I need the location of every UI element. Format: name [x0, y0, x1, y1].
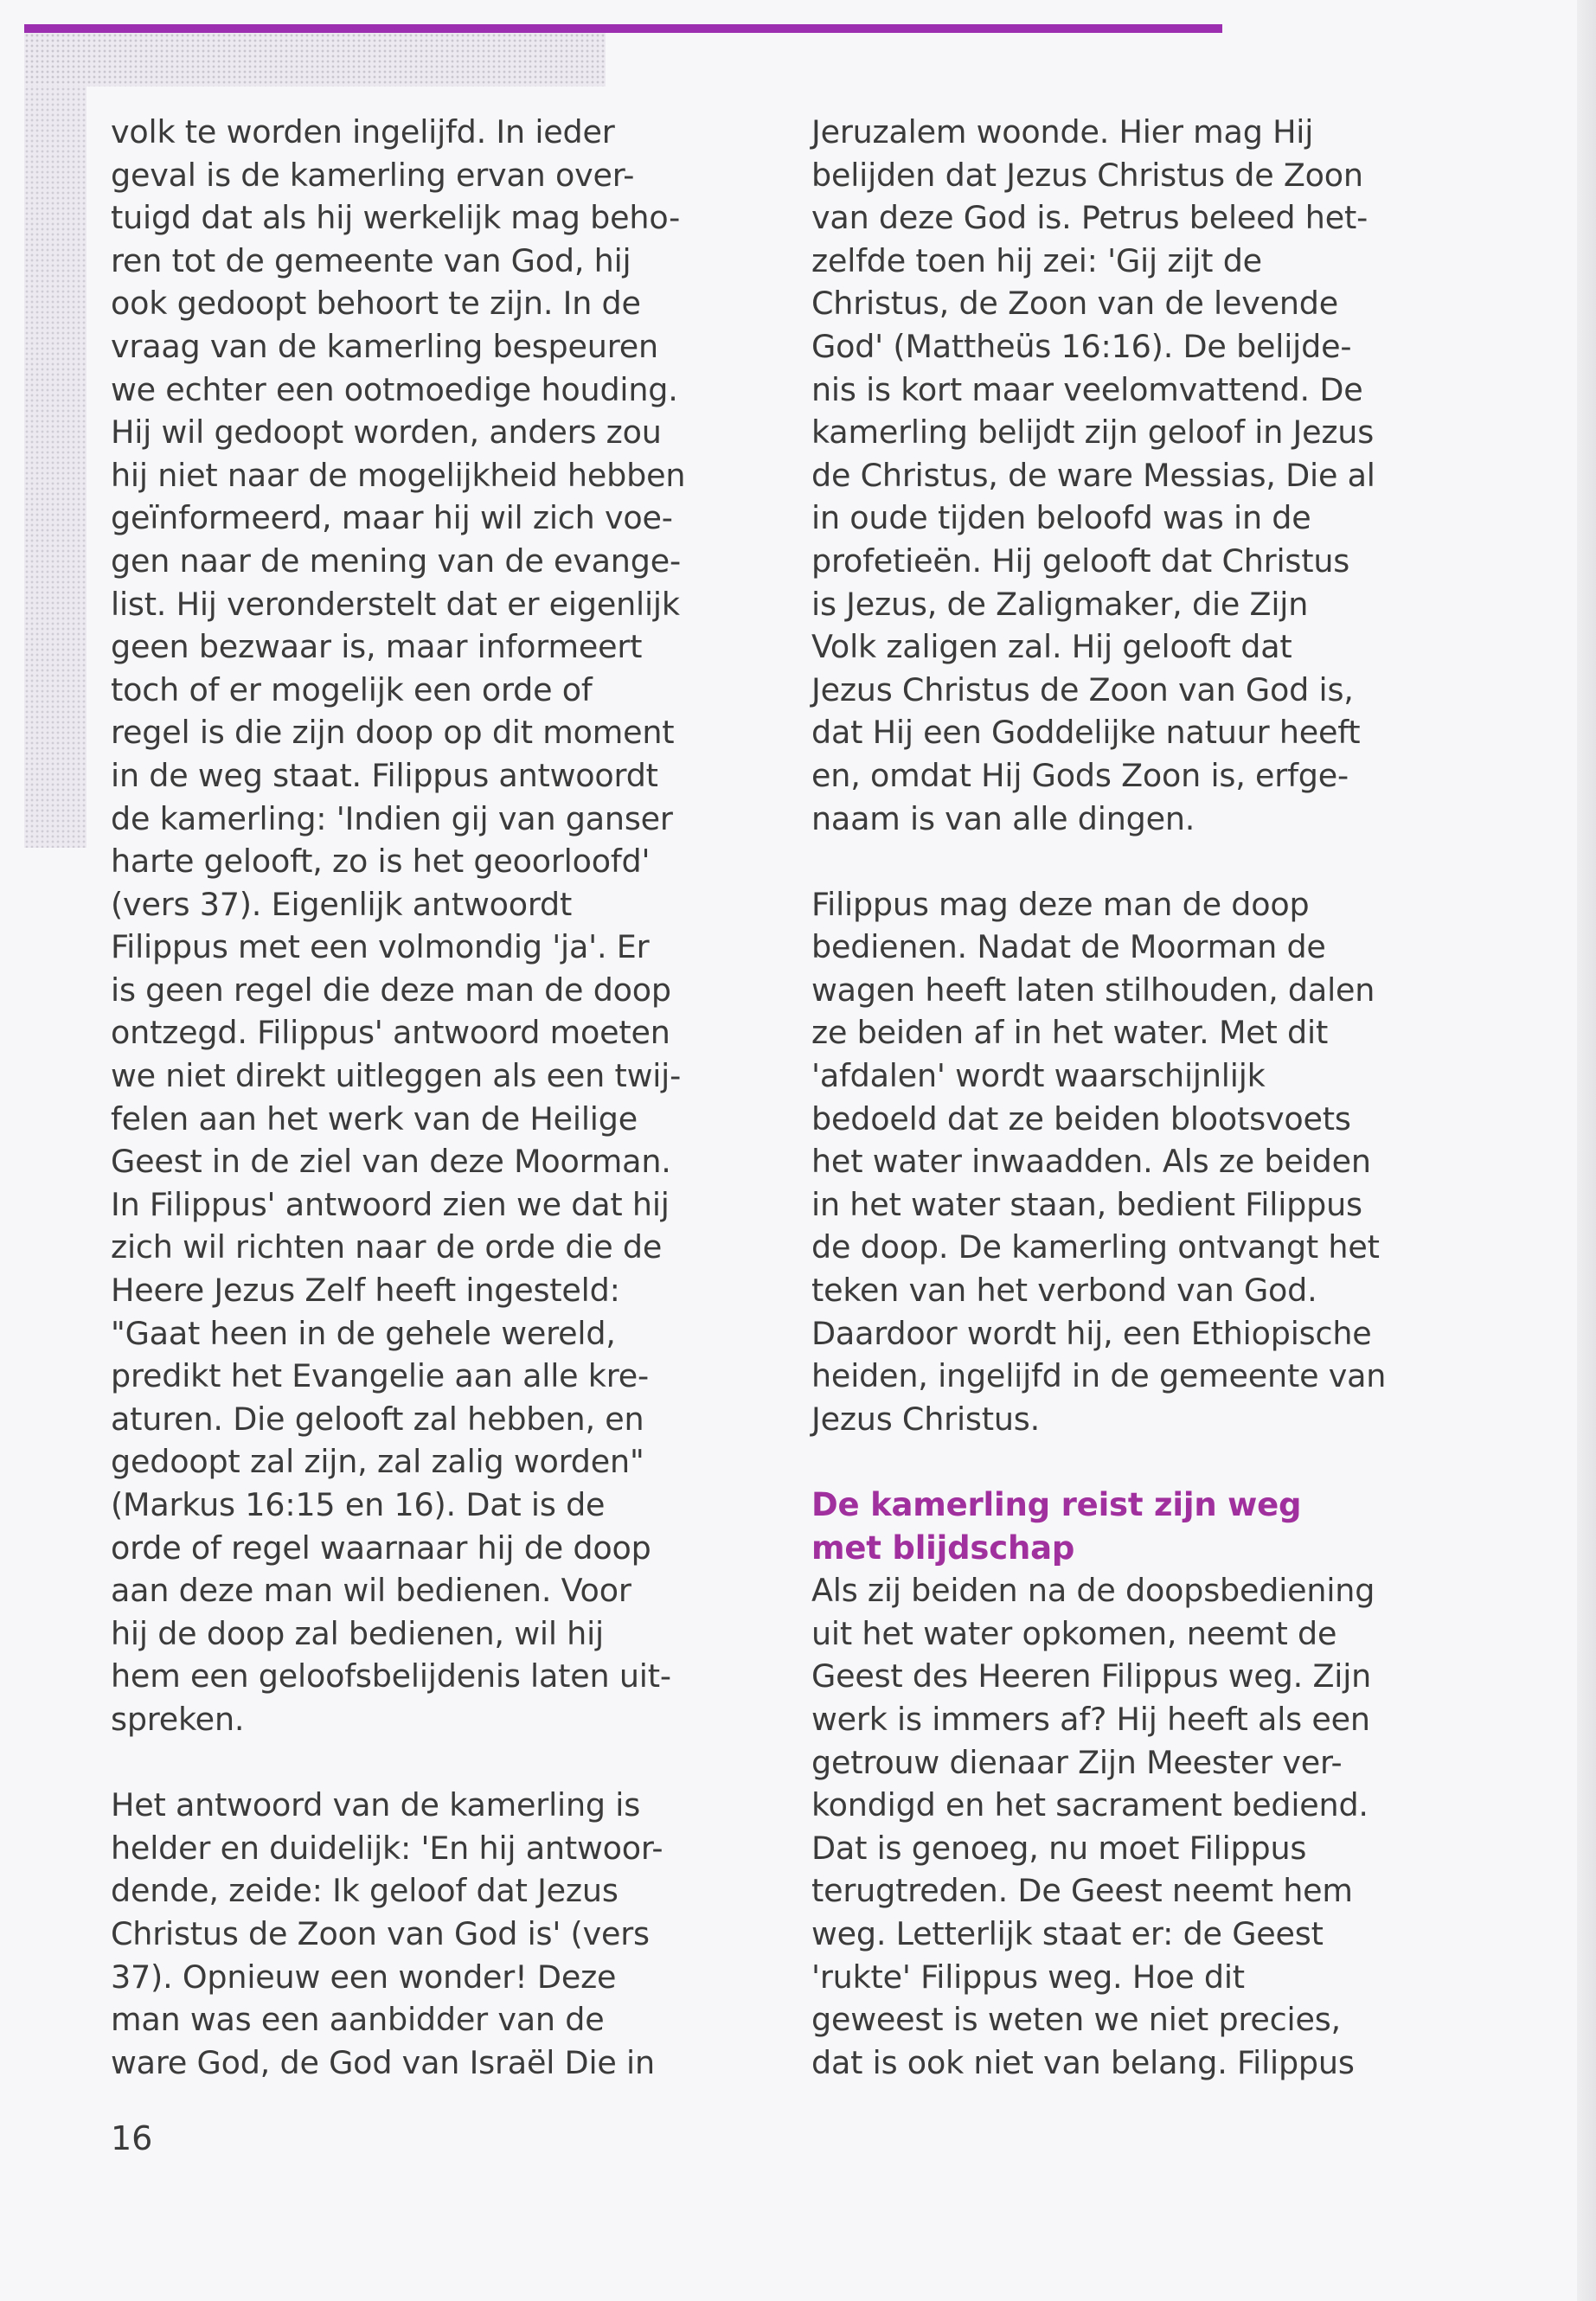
- left-paragraph-2: [111, 1784, 734, 2084]
- text-line: is Jezus, de Zaligmaker, die Zijn: [811, 585, 1309, 623]
- text-line: weg. Letterlijk staat er: de Geest: [811, 1914, 1324, 1952]
- left-column: [111, 111, 734, 2084]
- text-line: dat is ook niet van belang. Filippus: [811, 2043, 1355, 2081]
- text-line: helder en duidelijk: 'En hij antwoor-: [111, 1829, 663, 1867]
- text-line: profetieën. Hij gelooft dat Christus: [811, 542, 1350, 580]
- section-heading: [811, 1484, 1434, 1569]
- text-line: volk te worden ingelijfd. In ieder: [111, 113, 615, 151]
- text-line: hem een geloofsbelijdenis laten uit-: [111, 1657, 671, 1695]
- paragraph-gap: [811, 1440, 1434, 1484]
- text-line: heiden, ingelijfd in de gemeente van: [811, 1357, 1387, 1395]
- text-line: Het antwoord van de kamerling is: [111, 1786, 641, 1824]
- text-line: Filippus met een volmondig 'ja'. Er: [111, 928, 650, 966]
- text-line: ze beiden af in het water. Met dit: [811, 1014, 1329, 1052]
- text-line: getrouw dienaar Zijn Meester ver-: [811, 1743, 1343, 1781]
- text-line: (vers 37). Eigenlijk antwoordt: [111, 885, 573, 923]
- page-number: 16: [111, 2119, 153, 2157]
- text-line: Heere Jezus Zelf heeft ingesteld:: [111, 1272, 620, 1310]
- text-line: terugtreden. De Geest neemt hem: [811, 1872, 1353, 1910]
- text-line: de doop. De kamerling ontvangt het: [811, 1228, 1380, 1266]
- text-line: in oude tijden beloofd was in de: [811, 499, 1311, 537]
- text-line: aturen. Die gelooft zal hebben, en: [111, 1400, 644, 1438]
- text-line: 37). Opnieuw een wonder! Deze: [111, 1958, 617, 1996]
- halftone-side-band: [24, 87, 87, 848]
- heading-line: De kamerling reist zijn weg: [811, 1486, 1302, 1523]
- text-line: man was een aanbidder van de: [111, 2001, 605, 2039]
- text-line: felen aan het werk van de Heilige: [111, 1099, 638, 1138]
- text-line: regel is die zijn doop op dit moment: [111, 714, 675, 752]
- text-line: Jeruzalem woonde. Hier mag Hij: [811, 113, 1314, 151]
- text-line: naam is van alle dingen.: [811, 799, 1195, 837]
- text-line: Geest des Heeren Filippus weg. Zijn: [811, 1657, 1372, 1695]
- text-line: Geest in de ziel van deze Moorman.: [111, 1143, 671, 1181]
- text-line: in de weg staat. Filippus antwoordt: [111, 756, 658, 794]
- text-line: in het water staan, bedient Filippus: [811, 1185, 1362, 1223]
- right-paragraph-1: [811, 111, 1434, 840]
- text-line: wagen heeft laten stilhouden, dalen: [811, 971, 1375, 1009]
- text-line: bedienen. Nadat de Moorman de: [811, 928, 1326, 966]
- text-line: geen bezwaar is, maar informeert: [111, 628, 643, 666]
- text-line: Hij wil gedoopt worden, anders zou: [111, 413, 662, 452]
- paragraph-gap: [811, 840, 1434, 883]
- text-line: het water inwaadden. Als ze beiden: [811, 1143, 1371, 1181]
- text-line: ontzegd. Filippus' antwoord moeten: [111, 1014, 670, 1052]
- text-line: Volk zaligen zal. Hij gelooft dat: [811, 628, 1292, 666]
- text-line: hij niet naar de mogelijkheid hebben: [111, 456, 686, 494]
- right-paragraph-2: [811, 883, 1434, 1441]
- text-line: is geen regel die deze man de doop: [111, 971, 671, 1009]
- text-line: 'rukte' Filippus weg. Hoe dit: [811, 1958, 1245, 1996]
- text-line: we niet direkt uitleggen als een twij-: [111, 1057, 682, 1095]
- text-line: Jezus Christus de Zoon van God is,: [811, 670, 1354, 708]
- halftone-header-band: [24, 33, 606, 87]
- text-line: harte gelooft, zo is het geoorloofd': [111, 843, 651, 881]
- text-line: dende, zeide: Ik geloof dat Jezus: [111, 1872, 619, 1910]
- text-line: Filippus mag deze man de doop: [811, 885, 1310, 923]
- text-line: kamerling belijdt zijn geloof in Jezus: [811, 413, 1375, 452]
- text-line: we echter een ootmoedige houding.: [111, 370, 678, 408]
- text-line: gedoopt zal zijn, zal zalig worden": [111, 1443, 644, 1481]
- text-line: bedoeld dat ze beiden blootsvoets: [811, 1099, 1351, 1138]
- page-edge: [1577, 0, 1596, 2301]
- text-line: kondigd en het sacrament bediend.: [811, 1786, 1368, 1824]
- text-line: geval is de kamerling ervan over-: [111, 156, 635, 194]
- text-line: list. Hij veronderstelt dat er eigenlijk: [111, 585, 680, 623]
- paragraph-gap: [111, 1741, 734, 1785]
- text-line: de kamerling: 'Indien gij van ganser: [111, 799, 673, 837]
- text-line: toch of er mogelijk een orde of: [111, 670, 593, 708]
- text-line: Christus, de Zoon van de levende: [811, 285, 1339, 323]
- text-line: dat Hij een Goddelijke natuur heeft: [811, 714, 1361, 752]
- text-line: zich wil richten naar de orde die de: [111, 1228, 663, 1266]
- text-line: God' (Mattheüs 16:16). De belijde-: [811, 327, 1352, 365]
- text-line: geïnformeerd, maar hij wil zich voe-: [111, 499, 673, 537]
- right-column: [811, 111, 1434, 2084]
- text-line: geweest is weten we niet precies,: [811, 2001, 1341, 2039]
- text-line: ren tot de gemeente van God, hij: [111, 241, 631, 279]
- text-line: nis is kort maar veelomvattend. De: [811, 370, 1363, 408]
- text-line: zelfde toen hij zei: 'Gij zijt de: [811, 241, 1262, 279]
- text-line: hij de doop zal bedienen, wil hij: [111, 1614, 604, 1652]
- text-line: van deze God is. Petrus beleed het-: [811, 199, 1368, 237]
- text-line: vraag van de kamerling bespeuren: [111, 327, 658, 365]
- text-line: gen naar de mening van de evange-: [111, 542, 681, 580]
- text-line: predikt het Evangelie aan alle kre-: [111, 1357, 649, 1395]
- text-line: uit het water opkomen, neemt de: [811, 1614, 1337, 1652]
- text-line: In Filippus' antwoord zien we dat hij: [111, 1185, 670, 1223]
- text-line: orde of regel waarnaar hij de doop: [111, 1529, 651, 1567]
- text-line: de Christus, de ware Messias, Die al: [811, 456, 1375, 494]
- heading-line: met blijdschap: [811, 1529, 1075, 1567]
- text-line: Daardoor wordt hij, een Ethiopische: [811, 1314, 1372, 1352]
- text-line: aan deze man wil bedienen. Voor: [111, 1572, 631, 1610]
- text-line: Dat is genoeg, nu moet Filippus: [811, 1829, 1307, 1867]
- text-line: spreken.: [111, 1700, 245, 1738]
- text-line: werk is immers af? Hij heeft als een: [811, 1700, 1370, 1738]
- text-line: Als zij beiden na de doopsbediening: [811, 1572, 1375, 1610]
- text-line: ware God, de God van Israël Die in: [111, 2043, 655, 2081]
- text-line: Christus de Zoon van God is' (vers: [111, 1914, 650, 1952]
- header-accent-rule: [24, 24, 1222, 33]
- text-line: (Markus 16:15 en 16). Dat is de: [111, 1486, 606, 1523]
- left-paragraph-1: [111, 111, 734, 1741]
- text-line: teken van het verbond van God.: [811, 1272, 1317, 1310]
- text-line: tuigd dat als hij werkelijk mag beho-: [111, 199, 681, 237]
- text-line: "Gaat heen in de gehele wereld,: [111, 1314, 616, 1352]
- text-line: en, omdat Hij Gods Zoon is, erfge-: [811, 756, 1349, 794]
- right-paragraph-3: [811, 1569, 1434, 2084]
- text-line: belijden dat Jezus Christus de Zoon: [811, 156, 1363, 194]
- text-line: ook gedoopt behoort te zijn. In de: [111, 285, 641, 323]
- text-line: Jezus Christus.: [811, 1400, 1040, 1438]
- text-line: 'afdalen' wordt waarschijnlijk: [811, 1057, 1266, 1095]
